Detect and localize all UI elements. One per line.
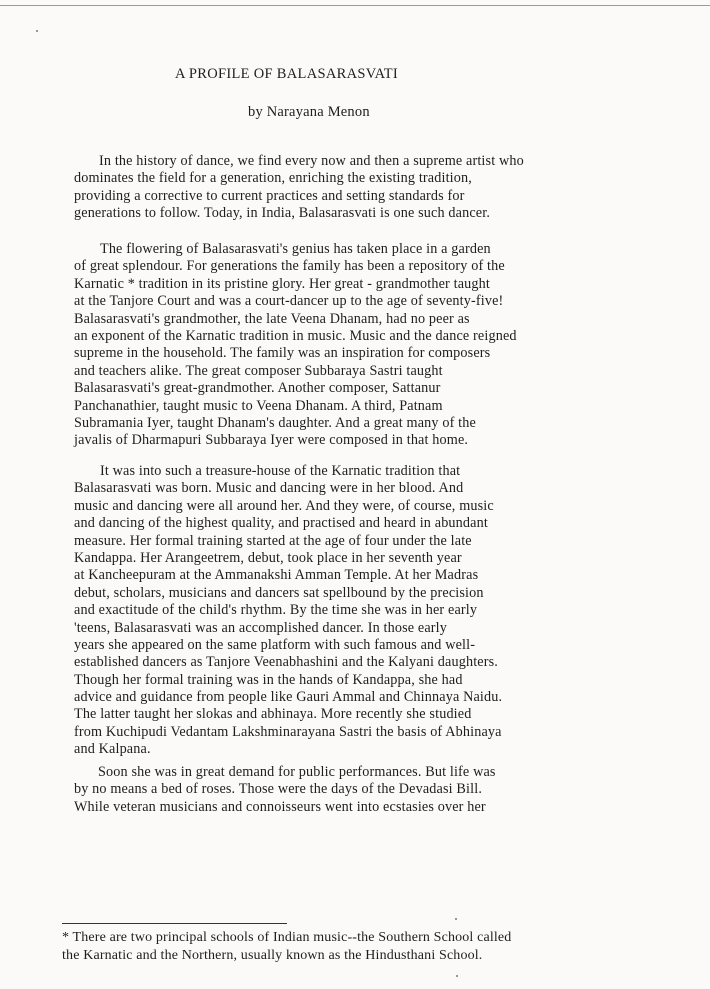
paragraph-3: [74, 463, 674, 759]
scan-speck: [36, 30, 38, 32]
text-line: established dancers as Tanjore Veenabhashini and the Kalyani daughters.: [74, 654, 498, 671]
text-line: The latter taught her slokas and abhinaya. More recently she studied: [74, 706, 472, 723]
paragraph-4: [74, 764, 674, 816]
paragraph-1: [74, 153, 674, 223]
top-edge-rule: [0, 5, 710, 6]
paragraph-2: [74, 241, 674, 450]
text-line: at the Tanjore Court and was a court-dancer up to the age of seventy-five!: [74, 293, 504, 310]
text-line: by no means a bed of roses. Those were the days of the Devadasi Bill.: [74, 781, 483, 798]
text-line: Balasarasvati was born. Music and dancing were in her blood. And: [74, 480, 464, 497]
text-line: measure. Her formal training started at the age of four under the late: [74, 532, 472, 549]
text-line: supreme in the household. The family was an inspiration for composers: [74, 345, 491, 362]
footnote: [62, 929, 682, 965]
text-line: Balasarasvati's great-grandmother. Another composer, Sattanur: [74, 380, 441, 397]
footnote-line: the Karnatic and the Northern, usually known as the Hindusthani School.: [62, 948, 483, 963]
scan-speck: [456, 975, 458, 977]
text-line: an exponent of the Karnatic tradition in music. Music and the dance reigned: [74, 327, 517, 344]
text-line: Balasarasvati's grandmother, the late Veena Dhanam, had no peer as: [74, 310, 470, 327]
text-line: of great splendour. For generations the family has been a repository of the: [74, 258, 505, 275]
text-line: at Kancheepuram at the Ammanakshi Amman Temple. At her Madras: [74, 567, 479, 584]
text-line: debut, scholars, musicians and dancers sat spellbound by the precision: [74, 584, 484, 601]
text-line: from Kuchipudi Vedantam Lakshminarayana Sastri the basis of Abhinaya: [74, 723, 502, 740]
text-line: dominates the field for a generation, enriching the existing tradition,: [74, 170, 472, 187]
text-line: music and dancing were all around her. And they were, of course, music: [74, 497, 494, 514]
text-line: Though her formal training was in the hands of Kandappa, she had: [74, 671, 463, 688]
text-line: Soon she was in great demand for public performances. But life was: [98, 764, 496, 780]
text-line: Subramania Iyer, taught Dhanam's daughter. And a great many of the: [74, 414, 476, 431]
text-line: and exactitude of the child's rhythm. By the time she was in her early: [74, 602, 478, 619]
text-line: generations to follow. Today, in India, Balasarasvati is one such dancer.: [74, 205, 491, 222]
text-line: While veteran musicians and connoisseurs went into ecstasies over her: [74, 798, 486, 815]
text-line: It was into such a treasure-house of the Karnatic tradition that: [100, 463, 461, 479]
text-line: In the history of dance, we find every now and then a supreme artist who: [99, 153, 524, 169]
text-line: Karnatic * tradition in its pristine glory. Her great - grandmother taught: [74, 275, 490, 292]
text-line: years she appeared on the same platform with such famous and well-: [74, 636, 476, 653]
text-line: providing a corrective to current practices and setting standards for: [74, 187, 465, 204]
document-title: A PROFILE OF BALASARASVATI: [175, 66, 399, 82]
text-line: Kandappa. Her Arangeetrem, debut, took place in her seventh year: [74, 549, 462, 566]
text-line: and teachers alike. The great composer Subbaraya Sastri taught: [74, 362, 443, 379]
author-byline: by Narayana Menon: [248, 104, 370, 120]
text-line: and Kalpana.: [74, 741, 151, 758]
scan-speck: [455, 918, 457, 920]
text-line: Panchanathier, taught music to Veena Dhanam. A third, Patnam: [74, 397, 443, 414]
footnote-separator: [62, 923, 287, 924]
footnote-line: * There are two principal schools of Indian music--the Southern School called: [62, 930, 512, 945]
text-line: and dancing of the highest quality, and practised and heard in abundant: [74, 515, 488, 532]
text-line: 'teens, Balasarasvati was an accomplished dancer. In those early: [74, 619, 448, 636]
text-line: javalis of Dharmapuri Subbaraya Iyer were composed in that home.: [74, 432, 469, 449]
text-line: The flowering of Balasarasvati's genius has taken place in a garden: [100, 241, 491, 257]
text-line: advice and guidance from people like Gauri Ammal and Chinnaya Naidu.: [74, 689, 503, 706]
